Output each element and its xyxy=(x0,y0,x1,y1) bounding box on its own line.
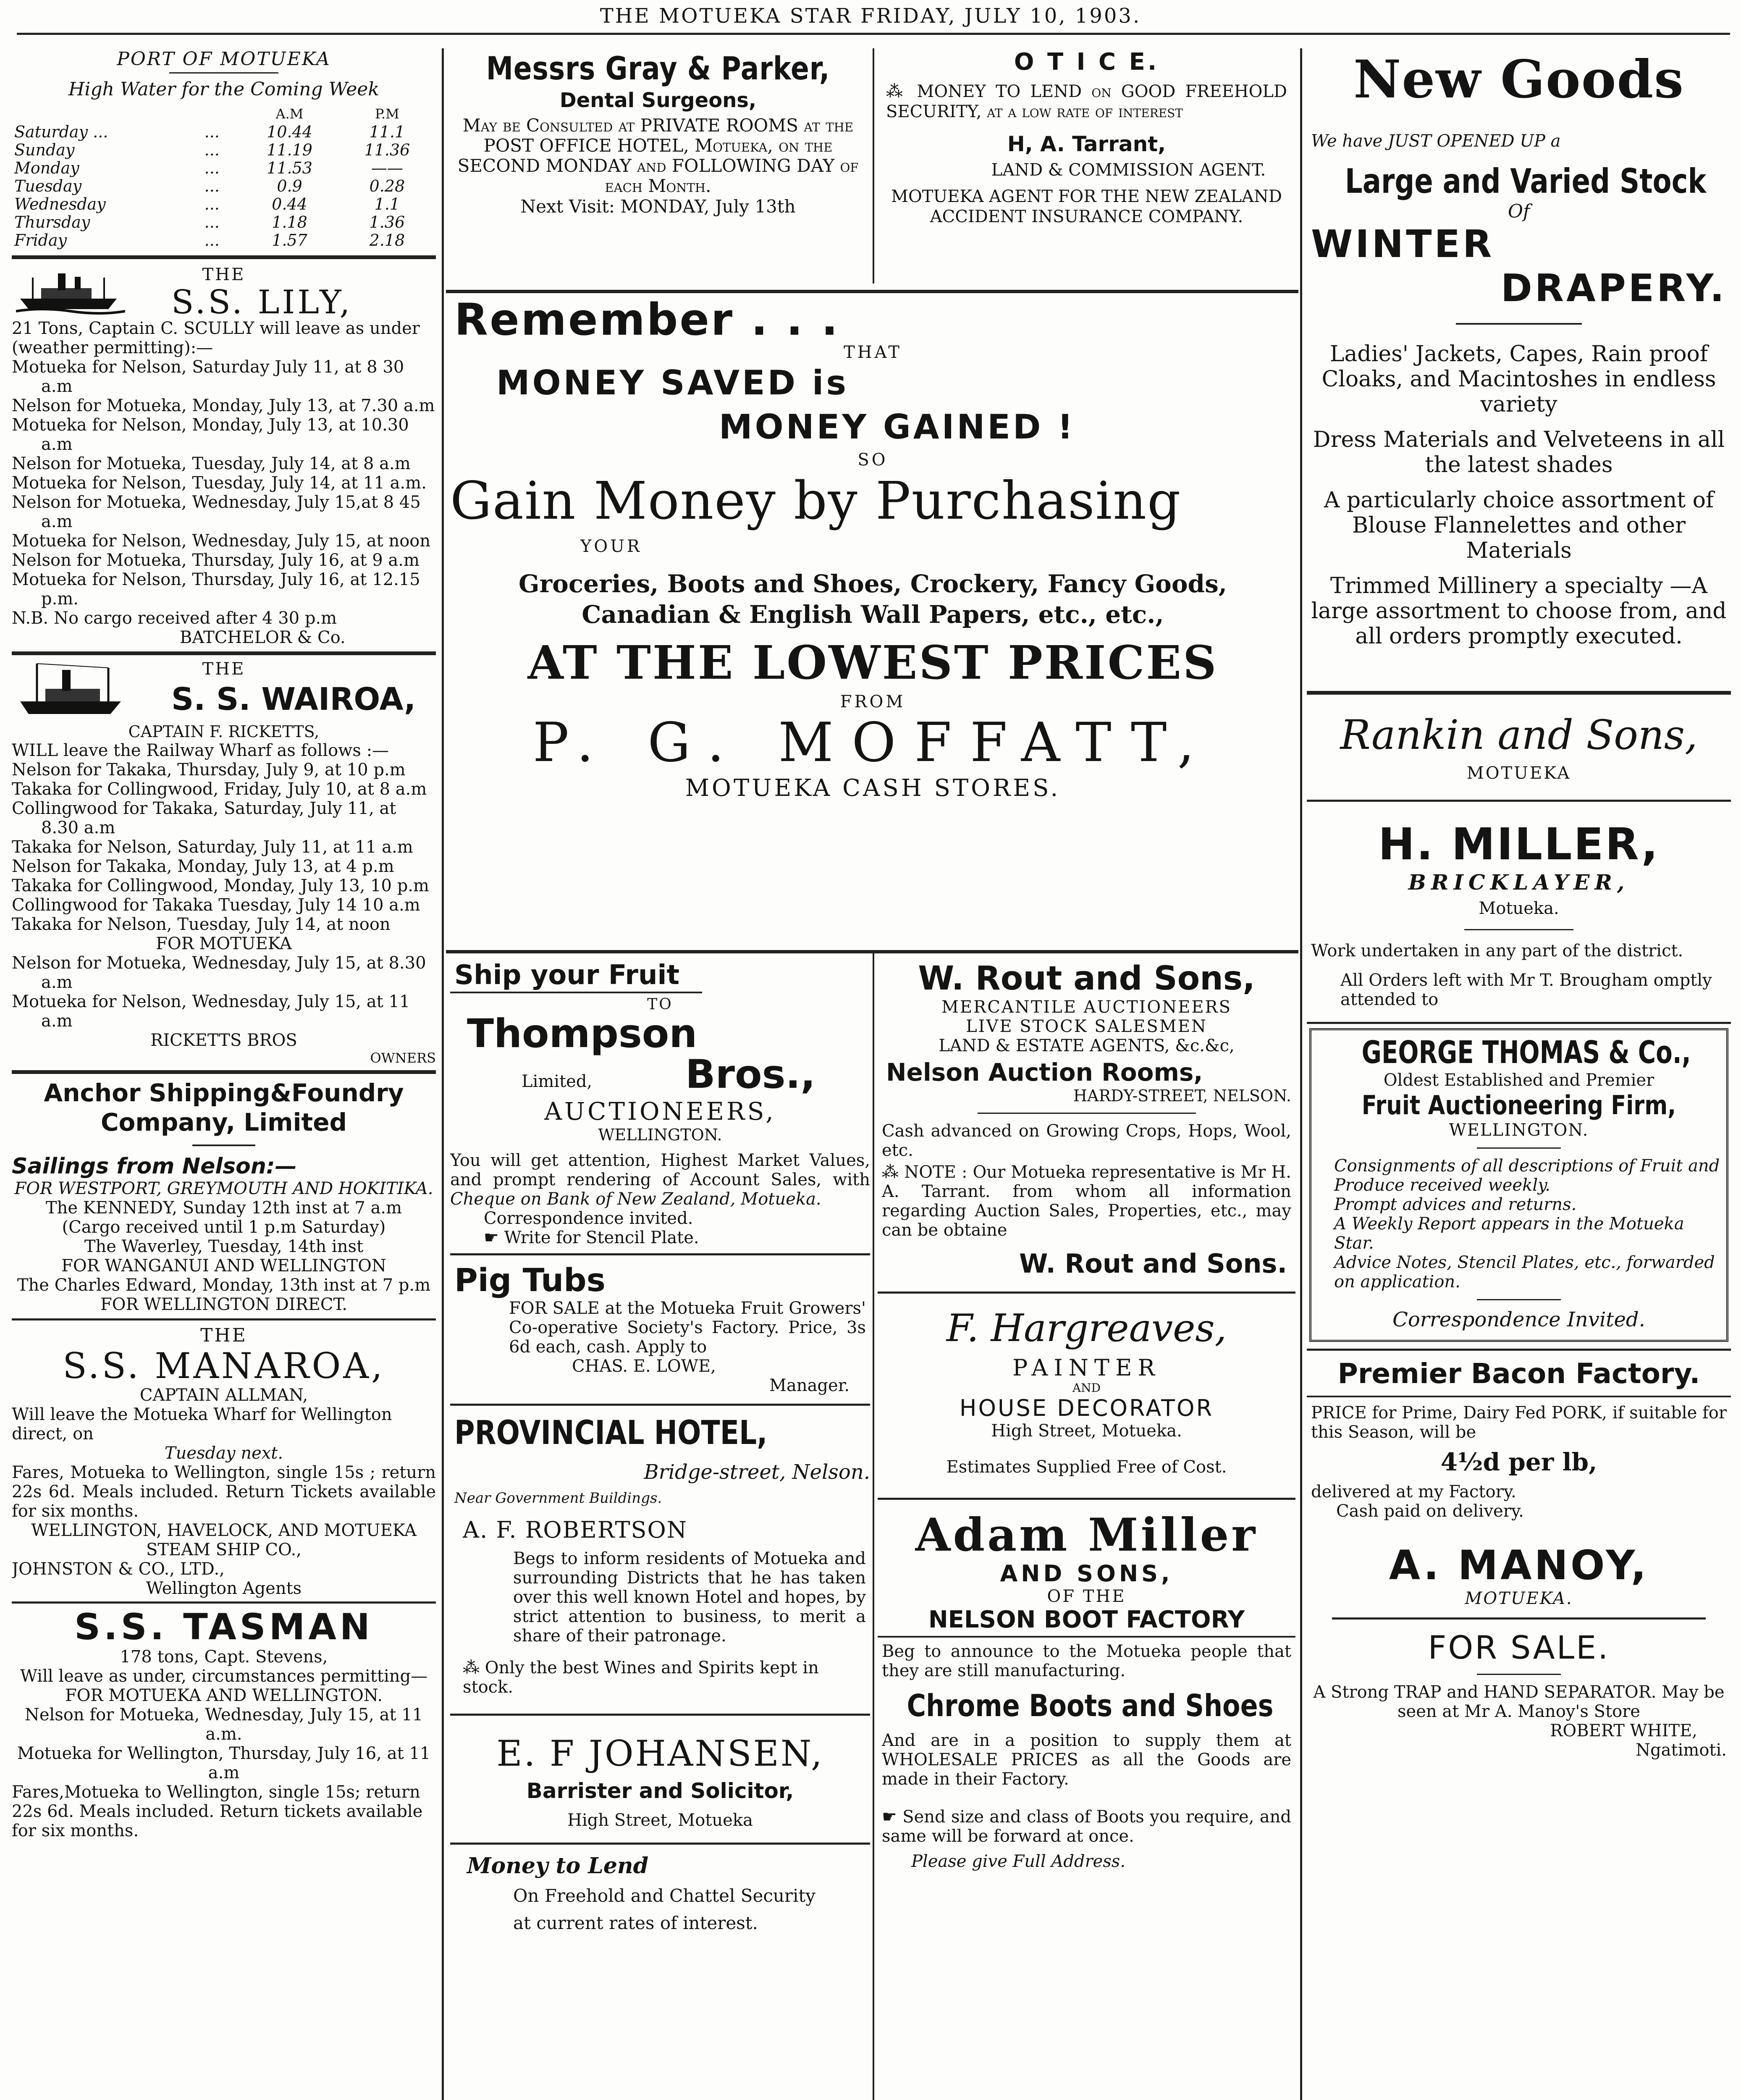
johansen-addr: High Street, Motueka xyxy=(567,1811,753,1830)
gray-title: Messrs Gray & Parker, xyxy=(486,50,830,87)
divider xyxy=(1332,1617,1706,1620)
moffatt-goods: Groceries, Boots and Shoes, Crockery, Fancy Goods, xyxy=(519,570,1227,598)
bacon-deliv: delivered at my Factory. xyxy=(1311,1482,1516,1502)
lily-line: Nelson for Motueka, Tuesday, July 14, at 8 a.m xyxy=(12,454,411,473)
manaroa-fares: Fares, Motueka to Wellington, single 15s ; return 22s 6d. Meals included. Return Tickets available for six months. xyxy=(12,1463,436,1521)
anchor-title xyxy=(12,1078,436,1137)
drapery-item: A particularly choice assortment of Blouse Flannelettes and other Materials xyxy=(1324,488,1714,563)
thompson-name1: Thompson xyxy=(467,1011,697,1057)
tide-dots: ... xyxy=(204,177,220,195)
moffatt-so: SO xyxy=(857,450,888,470)
lily-sign: BATCHELOR & Co. xyxy=(180,628,346,647)
wairoa-intro: WILL leave the Railway Wharf as follows :— xyxy=(12,741,389,760)
adam-sons: AND SONS, xyxy=(1000,1560,1173,1587)
thompson-auct: AUCTIONEERS, xyxy=(544,1097,776,1126)
tide-row xyxy=(12,213,436,231)
tide-row xyxy=(12,195,436,213)
thomas-oldest: Oldest Established and Premier xyxy=(1383,1071,1654,1090)
adam-name: Adam Miller xyxy=(915,1509,1258,1562)
tide-am: 1.57 xyxy=(272,231,307,249)
tide-am: 0.44 xyxy=(272,195,307,213)
anchor-line: The KENNEDY, Sunday 12th inst at 7 a.m xyxy=(45,1198,402,1218)
lily-line: N.B. No cargo received after 4 30 p.m xyxy=(12,609,337,628)
divider xyxy=(450,992,702,993)
divider xyxy=(1456,323,1582,325)
tide-day: Friday xyxy=(14,231,67,249)
rout-title: W. Rout and Sons, xyxy=(918,960,1255,998)
section-rule xyxy=(446,950,1298,953)
adam-of: OF THE xyxy=(1047,1587,1126,1606)
tide-pm: 1.36 xyxy=(369,213,405,231)
notice-text-body: MONEY TO LEND on GOOD FREEHOLD SECURITY, at a low rate of interest xyxy=(886,82,1287,121)
wairoa-line: Collingwood for Takaka Tuesday, July 14 10 a.m xyxy=(12,895,420,915)
lily-line: Nelson for Motueka, Wednesday, July 15,at 8 45 a.m xyxy=(12,493,421,531)
manaroa-day: Tuesday next. xyxy=(164,1444,283,1463)
asterism-icon: ⁂ xyxy=(463,1658,485,1677)
column-rule xyxy=(873,953,874,2100)
notice-title: O T I C E. xyxy=(1014,48,1159,76)
pig-text: FOR SALE at the Motueka Fruit Growers' Co-operative Society's Factory. Price, 3s 6d each, cash. Apply to xyxy=(509,1299,866,1357)
pig-role: Manager. xyxy=(769,1376,850,1395)
thomas-cons: Advice Notes, Stencil Plates, etc., forwarded on application. xyxy=(1334,1253,1715,1292)
thomas-corr: Correspondence Invited. xyxy=(1392,1308,1645,1331)
new-of: Of xyxy=(1508,201,1530,222)
hargreaves-house: HOUSE DECORATOR xyxy=(959,1395,1214,1421)
divider xyxy=(1307,1022,1731,1024)
adam-factory: NELSON BOOT FACTORY xyxy=(928,1606,1245,1633)
divider xyxy=(878,1636,1295,1638)
tasman-tons: 178 tons, Capt. Stevens, xyxy=(120,1647,328,1667)
bacon-cash: Cash paid on delivery. xyxy=(1336,1502,1524,1521)
tide-pm: 2.18 xyxy=(369,231,405,249)
hotel-street: Bridge-street, Nelson. xyxy=(644,1460,870,1484)
divider xyxy=(878,1498,1295,1500)
tide-am: 1.18 xyxy=(272,213,307,231)
drapery-item: Trimmed Millinery a specialty —A large assortment to choose from, and all orders promptly executed. xyxy=(1311,573,1727,649)
miller-name: H. MILLER, xyxy=(1378,819,1660,870)
new-drapery: DRAPERY. xyxy=(1501,266,1727,310)
anchor-title-line: Anchor Shipping&Foundry xyxy=(44,1079,404,1107)
anchor-dest: FOR WESTPORT, GREYMOUTH AND HOKITIKA. xyxy=(14,1179,433,1198)
lily-line: Motueka for Nelson, Monday, July 13, at 10.30 a.m xyxy=(12,415,409,454)
divider xyxy=(1307,800,1731,802)
thompson-text-body: You will get attention, Highest Market Values, and prompt rendering of Account Sales, with xyxy=(450,1151,870,1189)
wairoa-line: Takaka for Nelson, Saturday, July 11, at 11 a.m xyxy=(12,837,413,857)
moffatt-saved: MONEY SAVED is xyxy=(496,363,849,402)
rout-note-text: NOTE : Our Motueka representative is Mr H. A. Tarrant. from whom all information regarding Auction Sales, Properties, etc., may can be obtaine xyxy=(882,1163,1291,1240)
anchor-line: (Cargo received until 1 p.m Saturday) xyxy=(62,1218,386,1237)
steamship-icon xyxy=(16,659,125,718)
moffatt-remember: Remember . . . xyxy=(454,294,840,345)
moffatt-that: THAT xyxy=(844,343,902,362)
hargreaves-painter: PAINTER xyxy=(1012,1354,1161,1381)
pig-title: Pig Tubs xyxy=(454,1261,606,1299)
hotel-owner: A. F. ROBERTSON xyxy=(463,1517,687,1543)
asterism-icon: ⁂ xyxy=(882,1163,905,1182)
wairoa-line: Collingwood for Takaka, Saturday, July 11, at 8.30 a.m xyxy=(12,799,396,837)
thompson-write xyxy=(484,1228,870,1247)
lily-line: Motueka for Nelson, Wednesday, July 15, at noon xyxy=(12,531,431,551)
lily-line: Motueka for Nelson, Saturday July 11, at 8 30 a.m xyxy=(12,357,404,396)
wairoa-line: Takaka for Nelson, Tuesday, July 14, at noon xyxy=(12,915,391,934)
steamship-icon xyxy=(16,269,125,315)
wairoa-captain: CAPTAIN F. RICKETTS, xyxy=(128,722,320,741)
lily-line: Nelson for Motueka, Thursday, July 16, at 9 a.m xyxy=(12,551,420,570)
drapery-item: Ladies' Jackets, Capes, Rain proof Cloaks, and Macintoshes in endless variety xyxy=(1321,341,1716,417)
manaroa-name: S.S. MANAROA, xyxy=(63,1345,385,1386)
tide-row xyxy=(12,141,436,159)
tide-dots: ... xyxy=(204,159,220,177)
tide-pm: —— xyxy=(371,159,403,177)
thompson-corr: Correspondence invited. xyxy=(484,1209,693,1228)
tide-day: Thursday xyxy=(14,213,90,231)
gray-parker-ad xyxy=(450,48,866,288)
tide-day: Monday xyxy=(14,159,79,177)
thomas-cons: Consignments of all descriptions of Fruit and Produce received weekly. xyxy=(1334,1156,1720,1195)
manaroa-the: THE xyxy=(200,1325,247,1346)
anchor-line: FOR WELLINGTON DIRECT. xyxy=(100,1295,348,1314)
lily-the: THE xyxy=(202,265,246,284)
sale-town: Ngatimoti. xyxy=(1636,1740,1727,1760)
tide-dots: ... xyxy=(204,213,220,231)
thomas-box xyxy=(1309,1028,1728,1342)
moffatt-your: YOUR xyxy=(580,537,642,556)
hotel-wines xyxy=(450,1646,870,1697)
tide-am: 11.19 xyxy=(267,141,312,159)
manaroa-agents: JOHNSTON & CO., LTD., xyxy=(12,1559,225,1579)
thompson-city: WELLINGTON. xyxy=(598,1126,722,1144)
manaroa-captain: CAPTAIN ALLMAN, xyxy=(139,1386,308,1405)
port-title: PORT OF MOTUEKA xyxy=(117,48,331,70)
wairoa-line: Nelson for Motueka, Wednesday, July 15, at 8.30 a.m xyxy=(12,953,426,992)
hotel-near: Near Government Buildings. xyxy=(454,1490,662,1507)
hargreaves-name: F. Hargreaves, xyxy=(946,1306,1227,1350)
gray-subtitle: Dental Surgeons, xyxy=(559,89,757,112)
adam-send xyxy=(878,1789,1295,1846)
johansen-lend: Money to Lend xyxy=(467,1853,649,1879)
drapery-item: Dress Materials and Velveteens in all the latest shades xyxy=(1313,427,1725,478)
notice-text xyxy=(878,81,1295,122)
miller-orders: All Orders left with Mr T. Brougham omptly attended to xyxy=(1340,971,1712,1009)
rout-rooms: Nelson Auction Rooms, xyxy=(886,1058,1203,1087)
moffatt-lowest: AT THE LOWEST PRICES xyxy=(527,635,1218,690)
hargreaves-est: Estimates Supplied Free of Cost. xyxy=(946,1457,1227,1477)
wairoa-name: S. S. WAIROA, xyxy=(171,681,416,717)
manaroa-agents: Wellington Agents xyxy=(146,1579,302,1598)
column-rule xyxy=(442,48,444,2100)
divider xyxy=(878,1292,1295,1294)
miller-town: Motueka. xyxy=(1479,899,1559,918)
notice-ad xyxy=(878,48,1295,288)
bacon-title: Premier Bacon Factory. xyxy=(1337,1357,1700,1390)
wairoa-line: Takaka for Collingwood, Friday, July 10, at 8 a.m xyxy=(12,780,427,799)
tide-dots: ... xyxy=(204,231,220,249)
adam-text2: And are in a position to supply them at WHOLESALE PRICES as all the Goods are made in their Factory. xyxy=(882,1731,1291,1789)
thomas-wgtn: WELLINGTON. xyxy=(1449,1121,1589,1140)
column-rule xyxy=(1300,48,1302,2100)
moffatt-from: FROM xyxy=(840,692,906,711)
column-3-lower xyxy=(878,960,1295,2100)
johansen-role: Barrister and Solicitor, xyxy=(526,1779,794,1803)
new-goods: New Goods xyxy=(1353,49,1684,110)
hargreaves-addr: High Street, Motueka. xyxy=(991,1421,1182,1441)
miller-bricklayer: BRICKLAYER, xyxy=(1408,870,1630,895)
bacon-rate: 4½d per lb, xyxy=(1440,1448,1597,1476)
manoy-name: A. MANOY, xyxy=(1389,1542,1649,1589)
lily-header xyxy=(12,265,436,321)
tasman-text: Will leave as under, circumstances permitting— xyxy=(20,1667,428,1686)
johansen-text: at current rates of interest. xyxy=(513,1913,758,1933)
wairoa-line: Motueka for Nelson, Wednesday, July 15, at 11 a.m xyxy=(12,992,410,1031)
manaroa-agents: WELLINGTON, HAVELOCK, AND MOTUEKA STEAM SHIP CO., xyxy=(31,1521,417,1559)
tide-am: 0.9 xyxy=(277,177,302,195)
anchor-title-line: Company, Limited xyxy=(100,1108,347,1137)
masthead: THE MOTUEKA STAR FRIDAY, JULY 10, 1903. xyxy=(600,4,1141,28)
tide-pm: 11.1 xyxy=(369,123,405,141)
new-opened: We have JUST OPENED UP a xyxy=(1311,131,1561,151)
gray-next: Next Visit: MONDAY, July 13th xyxy=(520,196,796,217)
tide-row xyxy=(12,159,436,177)
divider xyxy=(978,1113,1196,1114)
section-rule xyxy=(446,290,1298,293)
wairoa-line: Nelson for Takaka, Thursday, July 9, at 10 p.m xyxy=(12,760,406,780)
wairoa-the: THE xyxy=(202,659,246,679)
divider xyxy=(450,1714,870,1716)
rankin-title: Rankin and Sons, xyxy=(1340,711,1698,759)
adam-text: Beg to announce to the Motueka people that they are still manufacturing. xyxy=(882,1642,1291,1680)
rout-sign: W. Rout and Sons. xyxy=(1019,1248,1287,1279)
port-subtitle: High Water for the Coming Week xyxy=(68,79,379,100)
wairoa-owners: OWNERS xyxy=(370,1050,436,1066)
am-header: A.M xyxy=(275,106,304,122)
tasman-name: S.S. TASMAN xyxy=(74,1606,373,1648)
tide-pm: 11.36 xyxy=(364,141,410,159)
miller-work: Work undertaken in any part of the district. xyxy=(1311,941,1683,961)
pig-name: CHAS. E. LOWE, xyxy=(572,1357,716,1376)
bacon-price: PRICE for Prime, Dairy Fed PORK, if suitable for this Season, will be xyxy=(1311,1403,1727,1442)
masthead-rule xyxy=(17,33,1730,35)
divider xyxy=(1464,929,1573,930)
tide-dots: ... xyxy=(204,123,220,141)
divider xyxy=(12,651,436,655)
thompson-text xyxy=(450,1151,870,1209)
anchor-sailings: Sailings from Nelson:— xyxy=(12,1154,297,1179)
tasman-for: FOR MOTUEKA AND WELLINGTON. xyxy=(65,1686,383,1705)
rout-cash: Cash advanced on Growing Crops, Hops, Wool, etc. xyxy=(882,1121,1291,1160)
divider xyxy=(12,1318,436,1320)
wairoa-header xyxy=(12,659,436,722)
divider xyxy=(192,1144,255,1146)
lily-line: Nelson for Motueka, Monday, July 13, at 7.30 a.m xyxy=(12,396,435,415)
tide-am: 10.44 xyxy=(267,123,312,141)
tide-row xyxy=(12,177,436,195)
new-winter: WINTER xyxy=(1311,222,1495,266)
thomas-fruit: Fruit Auctioneering Firm, xyxy=(1361,1090,1676,1121)
column-rule xyxy=(873,48,874,284)
hargreaves-and: AND xyxy=(1072,1381,1101,1395)
tasman-line: Motueka for Wellington, Thursday, July 16, at 11 a.m xyxy=(17,1744,431,1782)
hotel-wines-text: Only the best Wines and Spirits kept in stock. xyxy=(463,1658,819,1697)
divider xyxy=(450,1253,870,1255)
tide-day: Tuesday xyxy=(14,177,82,195)
lily-intro: 21 Tons, Captain C. SCULLY will leave as under (weather permitting):— xyxy=(12,319,420,357)
tide-dots: ... xyxy=(204,195,220,213)
column-2-lower xyxy=(450,960,870,2100)
thompson-write-text: Write for Stencil Plate. xyxy=(504,1228,699,1247)
moffatt-ad xyxy=(450,294,1295,947)
thompson-limited: Limited, xyxy=(522,1072,593,1091)
manoy-town: MOTUEKA. xyxy=(1465,1589,1573,1608)
tide-day: Sunday xyxy=(14,141,75,159)
thomas-cons: A Weekly Report appears in the Motueka Star. xyxy=(1334,1214,1684,1253)
divider xyxy=(1477,1299,1561,1300)
tide-header xyxy=(12,105,436,123)
tide-dots: ... xyxy=(204,141,220,159)
divider xyxy=(450,1843,870,1845)
divider xyxy=(12,255,436,259)
tasman-line: Nelson for Motueka, Wednesday, July 15, at 11 a.m. xyxy=(24,1705,423,1744)
johansen-name: E. F JOHANSEN, xyxy=(496,1733,824,1774)
moffatt-name: P. G. MOFFATT, xyxy=(532,711,1213,774)
moffatt-stores: MOTUEKA CASH STORES. xyxy=(685,774,1061,802)
divider xyxy=(12,1601,436,1604)
notice-role: LAND & COMMISSION AGENT. xyxy=(991,160,1266,180)
wairoa-sign: RICKETTS BROS xyxy=(150,1031,297,1050)
thompson-to: TO xyxy=(647,996,673,1013)
tasman-fares: Fares,Motueka to Wellington, single 15s; return 22s 6d. Meals included. Return tickets available for six months. xyxy=(12,1782,423,1840)
wairoa-line: Nelson for Takaka, Monday, July 13, at 4 p.m xyxy=(12,857,394,876)
adam-addr: Please give Full Address. xyxy=(911,1852,1125,1871)
wairoa-line: Takaka for Collingwood, Monday, July 13, 10 p.m xyxy=(12,876,429,895)
notice-name: H, A. Tarrant, xyxy=(1007,132,1166,156)
rout-line: LIVE STOCK SALESMEN xyxy=(966,1017,1207,1036)
thomas-title: GEORGE THOMAS & Co., xyxy=(1361,1034,1691,1071)
divider xyxy=(169,72,278,74)
gray-text: May be Consulted at PRIVATE ROOMS at the POST OFFICE HOTEL, Motueka, on the SECOND MONDAY and FOLLOWING DAY of each Month. xyxy=(457,115,859,196)
rout-street: HARDY-STREET, NELSON. xyxy=(1073,1087,1291,1105)
adam-chrome: Chrome Boots and Shoes xyxy=(907,1688,1274,1723)
tide-table xyxy=(12,105,436,249)
tide-day: Wednesday xyxy=(14,195,106,213)
divider xyxy=(1477,1674,1561,1675)
divider xyxy=(1307,691,1731,695)
thompson-name2: Bros., xyxy=(685,1052,815,1097)
hotel-text: Begs to inform residents of Motueka and surrounding Districts that he has taken over this well known Hotel and hopes, by strict attention to business, to merit a share of their patronage. xyxy=(513,1549,866,1646)
divider xyxy=(1477,1147,1561,1149)
column-1 xyxy=(12,48,436,2100)
thompson-ship: Ship your Fruit xyxy=(454,960,680,991)
lily-line: Motueka for Nelson, Thursday, July 16, at 12.15 p.m. xyxy=(12,570,420,609)
pointing-hand-icon: ☛ xyxy=(484,1228,504,1247)
tide-day: Saturday ... xyxy=(14,123,108,141)
divider xyxy=(1307,1349,1731,1351)
divider xyxy=(450,1404,870,1406)
anchor-line: FOR WANGANUI AND WELLINGTON xyxy=(61,1256,386,1276)
hotel-title: PROVINCIAL HOTEL, xyxy=(454,1414,768,1452)
adam-send-text: Send size and class of Boots you require, and same will be forward at once. xyxy=(882,1807,1292,1846)
thompson-row xyxy=(450,1052,870,1097)
wairoa-for: FOR MOTUEKA xyxy=(156,934,292,953)
thomas-cons: Prompt advices and returns. xyxy=(1334,1195,1577,1214)
rout-line: MERCANTILE AUCTIONEERS xyxy=(941,998,1232,1017)
tide-row xyxy=(12,123,436,141)
thompson-cheque: Cheque on Bank of New Zealand, Motueka. xyxy=(450,1189,821,1209)
new-stock: Large and Varied Stock xyxy=(1345,162,1707,201)
tide-row xyxy=(12,231,436,249)
tide-pm: 1.1 xyxy=(374,195,400,213)
rout-line: LAND & ESTATE AGENTS, &c.&c, xyxy=(939,1036,1235,1055)
notice-agent: MOTUEKA AGENT FOR THE NEW ZEALAND ACCIDENT INSURANCE COMPANY. xyxy=(891,187,1282,226)
divider xyxy=(12,1070,436,1074)
lily-name: S.S. LILY, xyxy=(171,284,353,321)
lily-line: Motueka for Nelson, Tuesday, July 14, at 11 a.m. xyxy=(12,473,427,493)
column-4 xyxy=(1307,48,1731,2100)
sale-text: A Strong TRAP and HAND SEPARATOR. May be seen at Mr A. Manoy's Store xyxy=(1313,1683,1725,1721)
moffatt-gain: Gain Money by Purchasing xyxy=(450,471,1182,531)
tide-pm: 0.28 xyxy=(369,177,405,195)
moffatt-gained: MONEY GAINED ! xyxy=(719,407,1075,446)
manaroa-text: Will leave the Motueka Wharf for Wellington direct, on xyxy=(12,1405,392,1444)
rankin-town: MOTUEKA xyxy=(1466,764,1571,783)
anchor-line: The Charles Edward, Monday, 13th inst at 7 p.m xyxy=(17,1276,431,1295)
moffatt-goods: Canadian & English Wall Papers, etc., etc., xyxy=(582,600,1164,629)
asterism-icon: ⁂ xyxy=(886,82,917,101)
rout-note xyxy=(878,1160,1295,1240)
tide-am: 11.53 xyxy=(267,159,312,177)
pointing-hand-icon: ☛ xyxy=(882,1807,903,1827)
johansen-text: On Freehold and Chattel Security xyxy=(513,1885,816,1906)
pm-header: P.M xyxy=(375,106,399,122)
sale-name: ROBERT WHITE, xyxy=(1550,1721,1697,1740)
anchor-line: The Waverley, Tuesday, 14th inst xyxy=(84,1237,364,1256)
divider xyxy=(1307,1396,1731,1397)
sale-title: FOR SALE. xyxy=(1428,1629,1610,1666)
